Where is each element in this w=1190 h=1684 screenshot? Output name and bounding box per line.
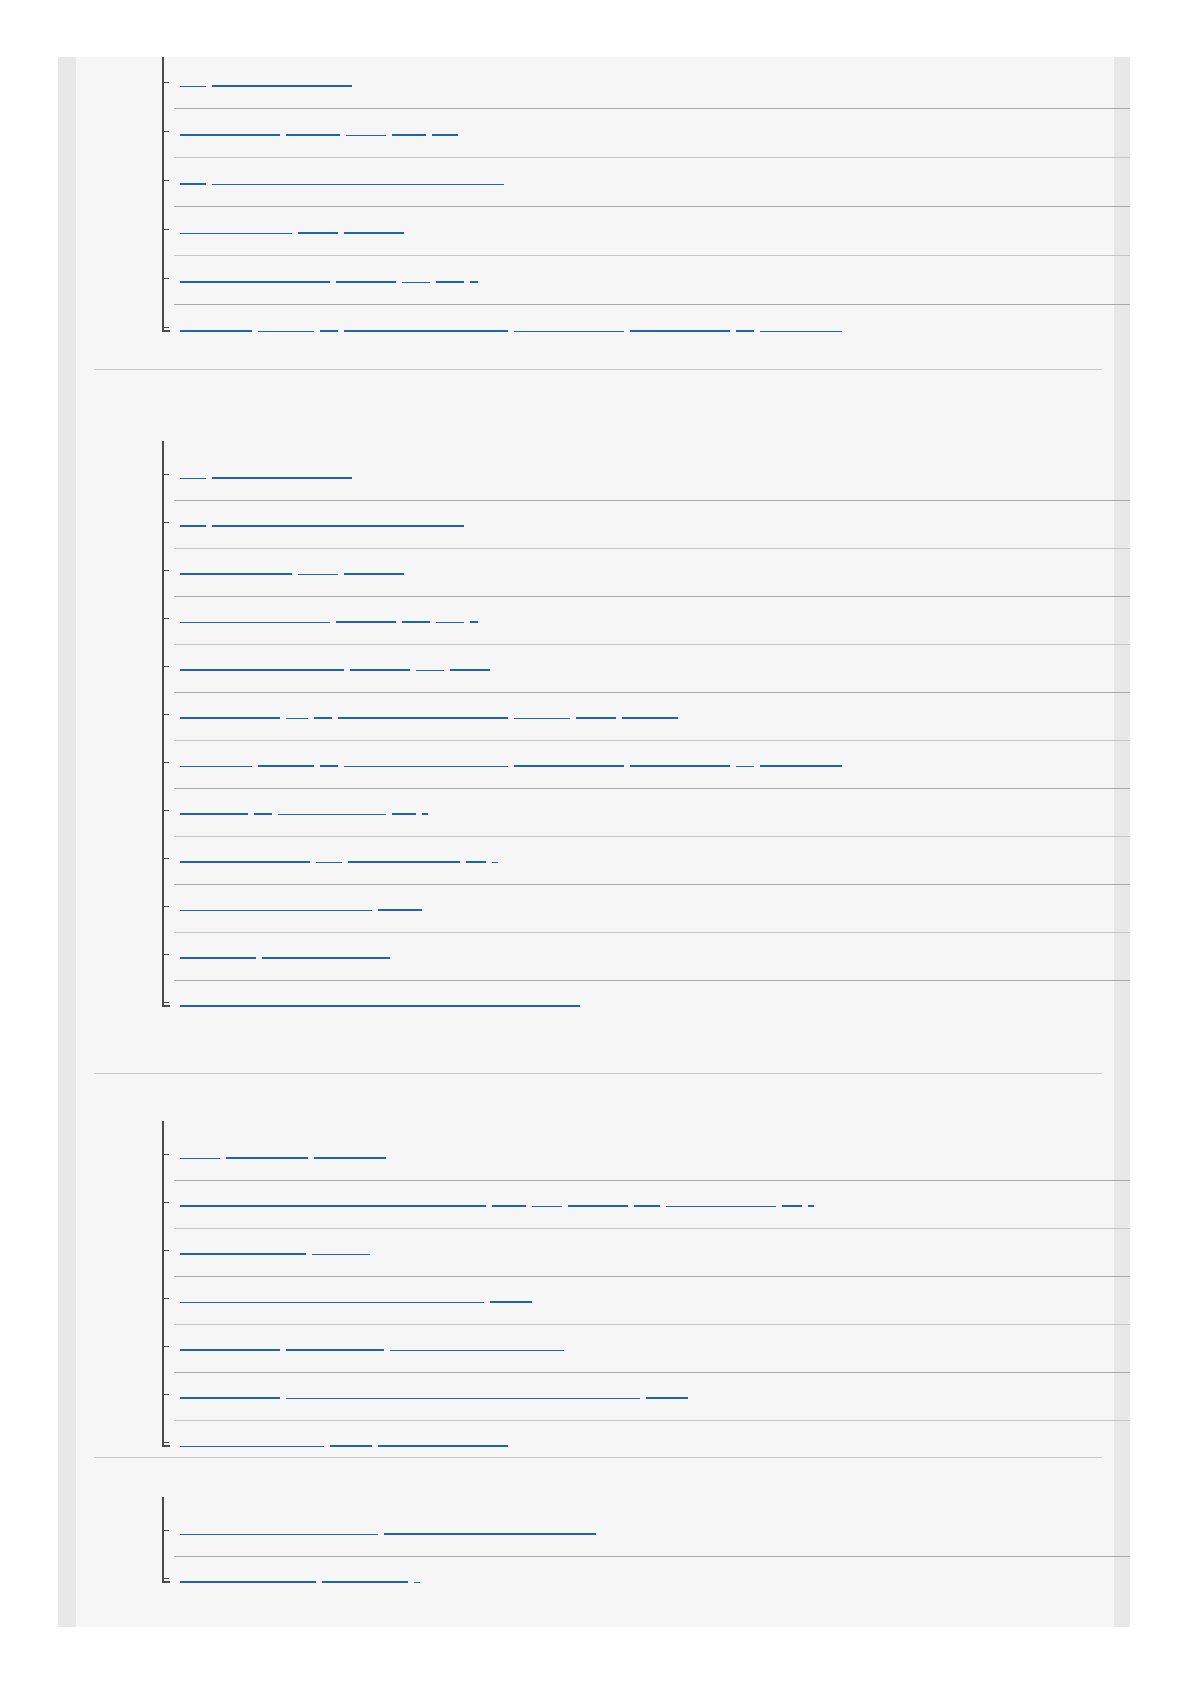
toc-entry-link[interactable] [180, 991, 586, 1007]
toc-entry[interactable] [162, 1321, 1130, 1373]
link-underline-segment [180, 1005, 580, 1007]
toc-entry-link[interactable] [180, 1519, 602, 1535]
toc-entry[interactable] [162, 204, 1130, 256]
toc-entry-link[interactable] [180, 511, 470, 527]
link-underline-segment [180, 1446, 324, 1447]
link-underline-segment [258, 765, 314, 767]
link-underline-segment [298, 232, 338, 234]
link-underline-segment [414, 1582, 420, 1583]
toc-entry-link[interactable] [180, 218, 410, 234]
link-underline-segment [180, 813, 248, 815]
toc-entry[interactable] [162, 1225, 1130, 1277]
toc-entry-label [180, 895, 181, 896]
toc-entry-link[interactable] [180, 169, 510, 185]
toc-entry-label [180, 169, 181, 170]
tree-node-tick [162, 954, 169, 955]
tree-node-tick [162, 1578, 169, 1579]
toc-entry-link[interactable] [180, 847, 504, 863]
link-underline-segment [378, 909, 422, 911]
toc-entry-label [180, 943, 181, 944]
toc-entry-link[interactable] [180, 1335, 570, 1351]
link-underline-segment [630, 330, 730, 332]
toc-entry-label [180, 1383, 181, 1384]
toc-entry-link[interactable] [180, 1143, 392, 1159]
toc-entry[interactable] [162, 1177, 1130, 1229]
link-underline-segment [180, 134, 280, 136]
link-underline-segment [392, 813, 416, 815]
link-underline-segment [350, 669, 410, 671]
link-underline-segment [344, 573, 404, 575]
toc-entry-label [180, 511, 181, 512]
link-underline-segment [630, 765, 730, 767]
link-underline-segment [348, 861, 460, 863]
link-underline-segment [330, 1445, 372, 1447]
link-underline-segment [286, 1349, 384, 1351]
link-underline-segment [492, 862, 498, 863]
link-underline-segment [180, 1397, 280, 1399]
toc-entry-label [180, 267, 181, 268]
toc-entry-label [180, 1143, 181, 1144]
link-underline-segment [180, 1349, 280, 1351]
tree-node-tick [162, 858, 169, 859]
toc-entry-label [180, 703, 181, 704]
toc-entry-label [180, 1335, 181, 1336]
toc-entry-link[interactable] [180, 751, 848, 767]
toc-entry-label [180, 463, 181, 464]
toc-entry[interactable] [162, 833, 1130, 885]
link-underline-segment [416, 670, 444, 671]
link-underline-segment [180, 1534, 378, 1535]
toc-entry-label [180, 120, 181, 121]
link-underline-segment [760, 331, 842, 332]
tree-node-tick [162, 278, 169, 279]
toc-entry-link[interactable] [180, 1567, 426, 1583]
section-divider [94, 1073, 1102, 1074]
tree-node-tick [162, 570, 169, 571]
tree-node-tick [162, 666, 169, 667]
tree-node-tick [162, 762, 169, 763]
toc-entry-label [180, 655, 181, 656]
link-underline-segment [180, 233, 292, 234]
toc-entry-link[interactable] [180, 71, 358, 87]
link-underline-segment [782, 1205, 802, 1207]
link-underline-segment [180, 525, 206, 527]
toc-entry-link[interactable] [180, 703, 684, 719]
toc-entry[interactable] [162, 155, 1130, 207]
link-underline-segment [180, 669, 344, 671]
link-underline-segment [226, 1157, 308, 1159]
link-underline-segment [436, 622, 464, 623]
toc-entry[interactable] [162, 785, 1130, 837]
section-divider [94, 369, 1102, 370]
toc-entry[interactable] [162, 253, 1130, 305]
link-underline-segment [314, 1157, 386, 1159]
toc-entry-label [180, 751, 181, 752]
toc-entry[interactable] [162, 977, 1130, 1029]
tree-node-tick [162, 522, 169, 523]
tree-node-tick [162, 82, 169, 83]
toc-entry[interactable] [162, 881, 1130, 933]
link-underline-segment [470, 281, 478, 283]
link-underline-segment [760, 765, 842, 767]
link-underline-segment [212, 184, 504, 185]
tree-node-tick [162, 1530, 169, 1531]
toc-entry-link[interactable] [180, 463, 358, 479]
toc-entry[interactable] [162, 545, 1130, 597]
link-underline-segment [492, 1205, 526, 1207]
toc-entry-label [180, 607, 181, 608]
link-underline-segment [262, 957, 390, 959]
toc-entry-label [180, 1239, 181, 1240]
tree-node-tick [162, 714, 169, 715]
toc-entry[interactable] [162, 302, 1130, 354]
link-underline-segment [286, 134, 340, 136]
toc-entry[interactable] [162, 106, 1130, 158]
link-underline-segment [470, 621, 478, 623]
link-underline-segment [514, 331, 624, 332]
link-underline-segment [212, 85, 352, 87]
toc-entry-label [180, 218, 181, 219]
link-underline-segment [344, 766, 508, 767]
link-underline-segment [286, 718, 308, 719]
link-underline-segment [180, 957, 256, 959]
tree-node-tick [162, 1394, 169, 1395]
link-underline-segment [180, 573, 292, 575]
link-underline-segment [466, 861, 486, 863]
link-underline-segment [258, 331, 314, 332]
toc-entry-label [180, 316, 181, 317]
link-underline-segment [180, 1581, 316, 1583]
link-underline-segment [634, 1205, 660, 1207]
toc-entry-label [180, 847, 181, 848]
tree-node-tick [162, 1154, 169, 1155]
toc-entry-label [180, 1191, 181, 1192]
toc-page [58, 57, 1130, 1627]
link-underline-segment [180, 861, 310, 863]
tree-node-tick [162, 1002, 169, 1003]
toc-entry-link[interactable] [180, 607, 484, 623]
toc-entry-label [180, 1431, 181, 1432]
link-underline-segment [514, 718, 570, 719]
link-underline-segment [180, 1302, 484, 1303]
tree-node-tick [162, 1346, 169, 1347]
link-underline-segment [378, 1445, 508, 1447]
tree-node-tick [162, 327, 169, 328]
link-underline-segment [180, 183, 206, 185]
link-underline-segment [346, 135, 386, 136]
link-underline-segment [278, 814, 386, 815]
toc-entry-link[interactable] [180, 1383, 694, 1399]
toc-entry-label [180, 71, 181, 72]
link-underline-segment [180, 1205, 486, 1207]
link-underline-segment [338, 717, 508, 719]
link-underline-segment [422, 813, 428, 815]
section-divider [94, 1457, 1102, 1458]
link-underline-segment [180, 717, 280, 719]
toc-entry-label [180, 1567, 181, 1568]
link-underline-segment [320, 330, 338, 332]
link-underline-segment [180, 1253, 306, 1255]
link-underline-segment [390, 1350, 564, 1351]
link-underline-segment [180, 86, 206, 87]
link-underline-segment [392, 134, 426, 136]
toc-entry-label [180, 1287, 181, 1288]
toc-entry-link[interactable] [180, 943, 396, 959]
toc-entry[interactable] [162, 1505, 1130, 1557]
toc-entry-link[interactable] [180, 1191, 820, 1207]
tree-node-tick [162, 810, 169, 811]
link-underline-segment [384, 1533, 596, 1535]
link-underline-segment [402, 282, 430, 283]
link-underline-segment [336, 281, 396, 283]
link-underline-segment [312, 1254, 370, 1255]
tree-node-tick [162, 1442, 169, 1443]
tree-node-tick [162, 1202, 169, 1203]
toc-entry-link[interactable] [180, 559, 410, 575]
toc-entry-link[interactable] [180, 799, 434, 815]
link-underline-segment [344, 232, 404, 234]
toc-entry[interactable] [162, 449, 1130, 501]
link-underline-segment [298, 574, 338, 575]
tree-node-tick [162, 1250, 169, 1251]
link-underline-segment [432, 134, 458, 136]
toc-entry-label [180, 991, 181, 992]
toc-entry[interactable] [162, 641, 1130, 693]
link-underline-segment [320, 765, 338, 767]
toc-entry-link[interactable] [180, 316, 848, 332]
toc-entry[interactable] [162, 1129, 1130, 1181]
link-underline-segment [402, 621, 430, 623]
toc-entry[interactable] [162, 497, 1130, 549]
link-underline-segment [180, 622, 330, 623]
link-underline-segment [568, 1205, 628, 1207]
link-underline-segment [436, 281, 464, 283]
link-underline-segment [622, 717, 678, 719]
link-underline-segment [336, 621, 396, 623]
link-underline-segment [450, 669, 490, 671]
toc-entry[interactable] [162, 1553, 1130, 1605]
link-underline-segment [286, 1398, 640, 1399]
toc-entry-link[interactable] [180, 895, 428, 911]
link-underline-segment [180, 1158, 220, 1159]
link-underline-segment [736, 330, 754, 332]
link-underline-segment [180, 910, 372, 911]
link-underline-segment [532, 1206, 562, 1207]
tree-node-tick [162, 229, 169, 230]
tree-node-tick [162, 180, 169, 181]
link-underline-segment [180, 478, 206, 479]
link-underline-segment [576, 717, 616, 719]
tree-node-tick [162, 1298, 169, 1299]
tree-node-tick [162, 906, 169, 907]
toc-entry[interactable] [162, 689, 1130, 741]
toc-entry[interactable] [162, 1273, 1130, 1325]
toc-entry-link[interactable] [180, 120, 464, 136]
toc-entry-link[interactable] [180, 1239, 376, 1255]
toc-entry-label [180, 1519, 181, 1520]
link-underline-segment [212, 525, 464, 527]
toc-entry[interactable] [162, 929, 1130, 981]
link-underline-segment [514, 765, 624, 767]
toc-entry-link[interactable] [180, 267, 484, 283]
link-underline-segment [254, 813, 272, 815]
tree-node-tick [162, 474, 169, 475]
toc-entry[interactable] [162, 737, 1130, 789]
link-underline-segment [344, 330, 508, 332]
left-margin [58, 57, 76, 1627]
link-underline-segment [322, 1581, 408, 1583]
toc-entry[interactable] [162, 57, 1130, 109]
link-underline-segment [212, 477, 352, 479]
link-underline-segment [646, 1397, 688, 1399]
link-underline-segment [180, 281, 330, 283]
toc-entry[interactable] [162, 1369, 1130, 1421]
link-underline-segment [666, 1206, 776, 1207]
link-underline-segment [490, 1301, 532, 1303]
link-underline-segment [180, 766, 252, 767]
toc-entry-label [180, 799, 181, 800]
toc-entry-link[interactable] [180, 1287, 538, 1303]
toc-entry-link[interactable] [180, 1431, 514, 1447]
toc-entry[interactable] [162, 1417, 1130, 1469]
toc-entry-label [180, 559, 181, 560]
link-underline-segment [316, 862, 342, 863]
link-underline-segment [808, 1205, 814, 1207]
tree-node-tick [162, 618, 169, 619]
link-underline-segment [314, 717, 332, 719]
link-underline-segment [736, 766, 754, 767]
link-underline-segment [180, 330, 252, 332]
toc-entry-link[interactable] [180, 655, 496, 671]
tree-node-tick [162, 131, 169, 132]
toc-entry[interactable] [162, 593, 1130, 645]
